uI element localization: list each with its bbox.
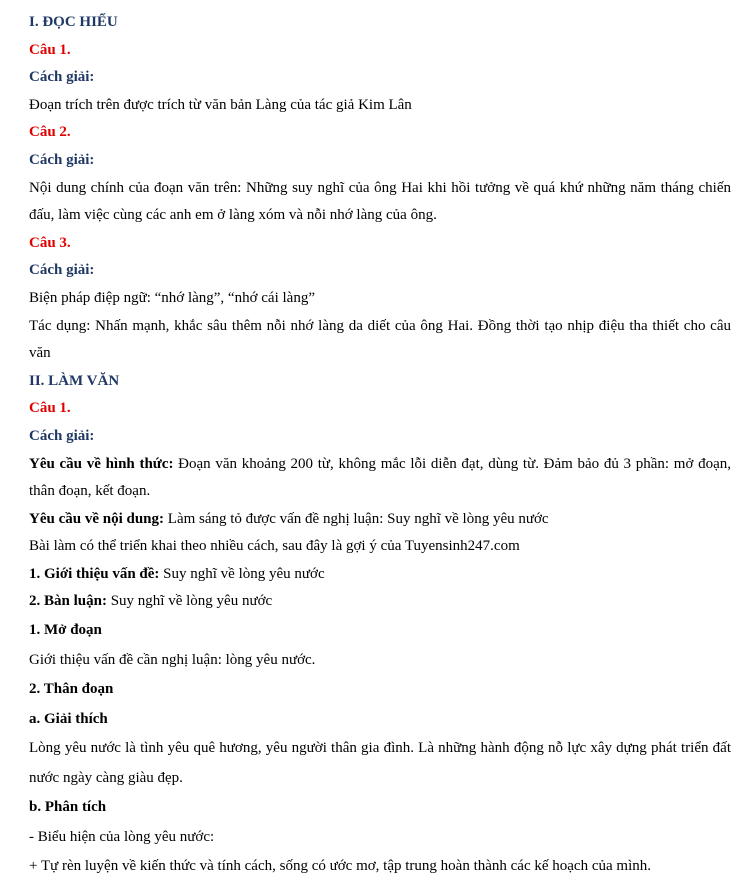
discuss-label: 2. Bàn luận: xyxy=(29,593,107,610)
intro-text: Suy nghĩ về lòng yêu nước xyxy=(159,565,325,582)
explain-heading-text: a. Giải thích xyxy=(29,710,108,727)
expression-label: - Biểu hiện của lòng yêu nước: xyxy=(29,828,215,845)
question-1-label: Câu 1. xyxy=(29,41,71,58)
form-requirement xyxy=(29,451,731,506)
solution-label: Cách giải: xyxy=(29,151,95,168)
answer-text: Đoạn trích trên được trích từ văn bản Làng của tác giả Kim Lân xyxy=(29,96,412,113)
writing-question-1-label: Câu 1. xyxy=(29,400,71,417)
form-requirement-label: Yêu cầu về hình thức: xyxy=(29,455,174,472)
body-heading-text: 2. Thân đoạn xyxy=(29,681,114,698)
analysis-heading xyxy=(29,793,731,823)
answer-text: Tác dụng: Nhấn mạnh, khắc sâu thêm nỗi nhớ làng da diết của ông Hai. Đồng thời tạo nhịp điệu tha thiết cho câu văn xyxy=(29,317,731,362)
explain-text: Lòng yêu nước là tình yêu quê hương, yêu người thân gia đình. Là những hành động nỗ lực xây dựng phát triển đất nước ngày càng giàu đẹp. xyxy=(29,740,731,786)
solution-label: Cách giải: xyxy=(29,427,95,444)
question-2-label: Câu 2. xyxy=(29,124,71,141)
solution-label: Cách giải: xyxy=(29,262,95,279)
answer-text: Nội dung chính của đoạn văn trên: Những suy nghĩ của ông Hai khi hồi tưởng về quá khứ những năm tháng chiến đấu, làm việc cùng các anh em ở làng xóm và nỗi nhớ làng của ông. xyxy=(29,179,731,224)
explain-heading xyxy=(29,705,731,735)
opening-heading xyxy=(29,616,731,646)
analysis-heading-text: b. Phân tích xyxy=(29,799,107,816)
suggestion-text: Bài làm có thể triển khai theo nhiều cách, sau đây là gợi ý của Tuyensinh247.com xyxy=(29,538,520,555)
solution-label: Cách giải: xyxy=(29,69,95,86)
content-requirement-text: Làm sáng tỏ được vấn đề nghị luận: Suy nghĩ về lòng yêu nước xyxy=(164,510,549,527)
section-heading-reading: I. ĐỌC HIỂU xyxy=(29,14,118,30)
intro-label: 1. Giới thiệu vấn đề: xyxy=(29,565,160,582)
content-requirement xyxy=(29,506,731,534)
content-requirement-label: Yêu cầu về nội dung: xyxy=(29,510,165,527)
discuss-item xyxy=(29,588,731,616)
form-requirement-text: Đoạn văn khoảng 200 từ, không mắc lỗi diễn đạt, dùng từ. Đảm bảo đủ 3 phần: mở đoạn, thân đoạn, kết đoạn. xyxy=(29,455,731,500)
answer-text: Biện pháp điệp ngữ: “nhớ làng”, “nhớ cái làng” xyxy=(29,289,315,306)
opening-text: Giới thiệu vấn đề cần nghị luận: lòng yêu nước. xyxy=(29,651,316,668)
question-3-label: Câu 3. xyxy=(29,234,71,251)
intro-item xyxy=(29,561,731,589)
section-heading-writing: II. LÀM VĂN xyxy=(29,372,120,389)
body-heading xyxy=(29,675,731,705)
expression-item: + Tự rèn luyện về kiến thức và tính cách, sống có ước mơ, tập trung hoàn thành các kế hoạch của mình. xyxy=(29,858,651,875)
discuss-text: Suy nghĩ về lòng yêu nước xyxy=(106,593,273,610)
opening-heading-text: 1. Mở đoạn xyxy=(29,622,102,639)
